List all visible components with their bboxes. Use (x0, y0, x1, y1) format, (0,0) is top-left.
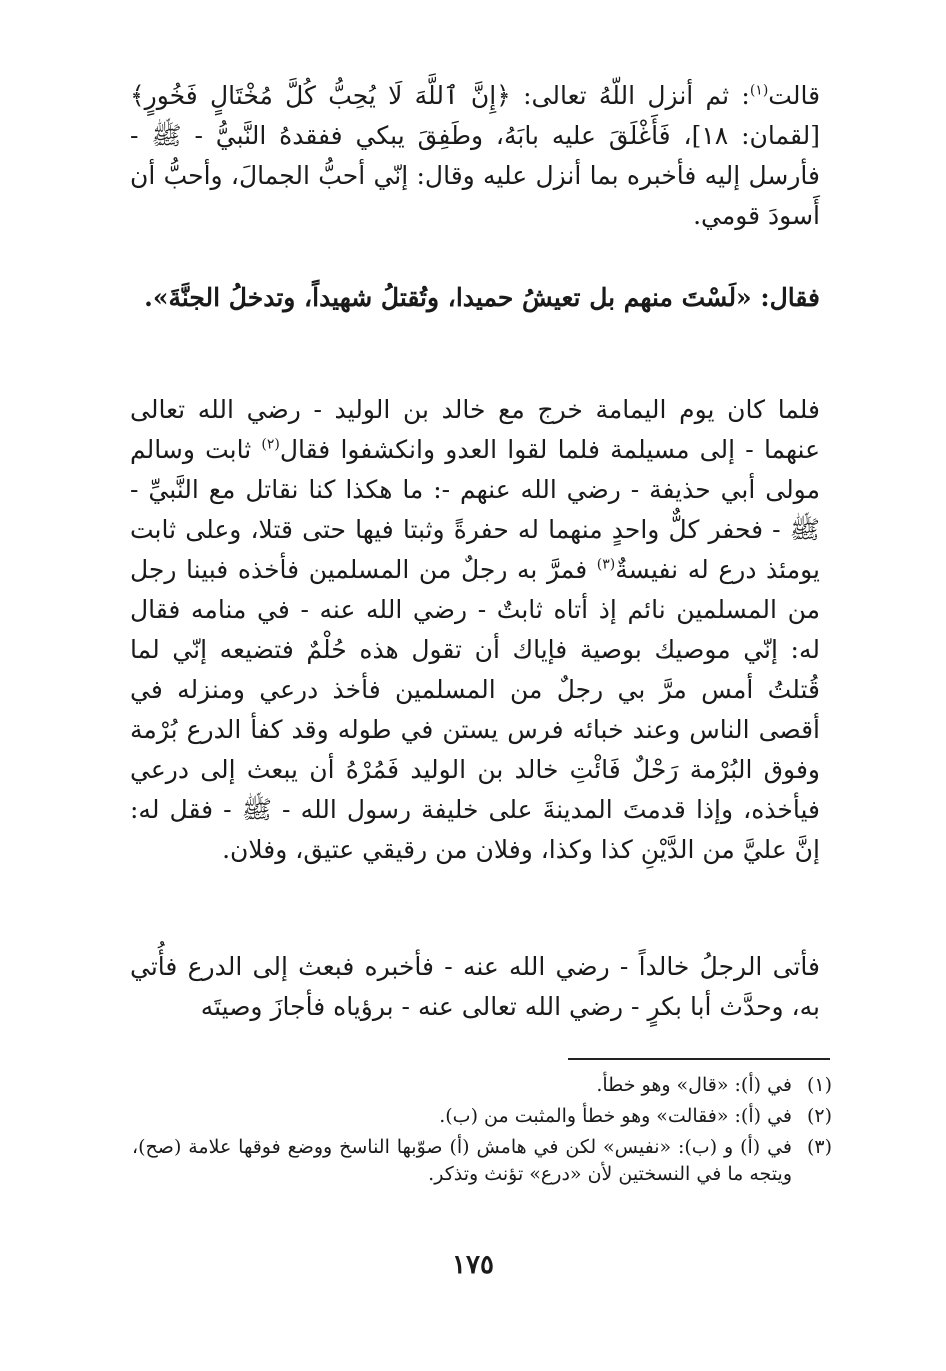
footnote-text: في (أ): «فقالت» وهو خطأ والمثبت من (ب). (439, 1105, 792, 1127)
paragraph-4 (130, 947, 820, 1027)
footnote-1 (132, 1072, 832, 1099)
page-number: ١٧٥ (452, 1250, 494, 1280)
para3-part-c: فمرَّ به رجلٌ من المسلمين فأخذه فبينا رجل من المسلمين نائم إذ أتاه ثابتٌ - رضي الله عنه - في منامه فقال له: إنّي موصيك بوصية فإياك أن تقول هذه حُلْمٌ فتضيعه إنّي لما قُتلتُ أمس مرَّ بي رجلٌ من المسلمين فأخذ درعي ومنزله في أقصى الناس وعند خبائه فرس يستن في طوله وقد كفأ الدرع بُرْمة وفوق البُرْمة رَحْلٌ فَائْتِ خالد بن الوليد فَمُرْهُ أن يبعث إلى درعي فيأخذه، وإذا قدمتَ المدينةَ على خليفة رسول الله - ﷺ - فقل له: إنَّ عليَّ من الدَّيْنِ كذا وكذا، وفلان من رقيقي عتيق، وفلان. (130, 555, 820, 864)
footnote-number: (١) (806, 1074, 832, 1096)
footnote-divider (568, 1058, 830, 1060)
para1-start: قالت (768, 81, 821, 110)
footnote-text: في (أ): «قال» وهو خطأ. (596, 1074, 792, 1096)
para3-part-b: ثابت وسالم مولى أبي حذيفة - رضي الله عنهم -: ما هكذا كنا نقاتل مع النَّبيِّ - ﷺ - فحفر كلٌّ واحدٍ منهما له حفرةً وثبتا فيها حتى قتلا، وعلى ثابت يومئذ درع له نفيسةٌ (130, 435, 820, 584)
para3-part-a: فلما كان يوم اليمامة خرج مع خالد بن الوليد - رضي الله تعالى عنهما - إلى مسيلمة فلما لقوا العدو وانكشفوا فقال (130, 395, 820, 464)
paragraph-1 (130, 76, 820, 236)
footnote-number: (٢) (806, 1105, 832, 1127)
footnote-text: في (أ) و (ب): «نفيس» لكن في هامش (أ) صوّبها الناسخ ووضع فوقها علامة (صح)، ويتجه ما في النسختين لأن «درع» تؤنث وتذكر. (132, 1136, 792, 1185)
footnote-2 (132, 1103, 832, 1130)
para4-text: فأتى الرجلُ خالداً - رضي الله عنه - فأخبره فبعث إلى الدرع فأُتي به، وحدَّث أبا بكرٍ - رضي الله تعالى عنه - برؤياه فأجازَ وصيتَه (130, 952, 820, 1021)
para1-rest: : ثم أنزل اللّهُ تعالى: ﴿إِنَّ ٱللَّهَ لَا يُحِبُّ كُلَّ مُخْتَالٍ فَخُورٍ﴾ [لقمان: ١٨]، فَأَغْلَقَ عليه بابَهُ، وطَفِقَ يبكي ففقدهُ النَّبيُّ - ﷺ - فأرسل إليه فأخبره بما أنزل عليه وقال: إنّي أحبُّ الجمالَ، وأحبُّ أن أَسودَ قومي. (130, 81, 820, 230)
footnote-ref-3: (٣) (596, 556, 616, 573)
footnotes (132, 1072, 832, 1192)
footnote-ref-2: (٢) (261, 436, 280, 453)
paragraph-2 (130, 278, 820, 318)
paragraph-3 (130, 390, 820, 870)
footnote-ref-1: (١) (749, 82, 769, 99)
footnote-number: (٣) (806, 1136, 832, 1158)
prophet-quote: فقال: «لَسْتَ منهم بل تعيشُ حميدا، وتُقتلُ شهيداً، وتدخلُ الجنَّةَ». (144, 283, 820, 312)
footnote-3 (132, 1134, 832, 1188)
